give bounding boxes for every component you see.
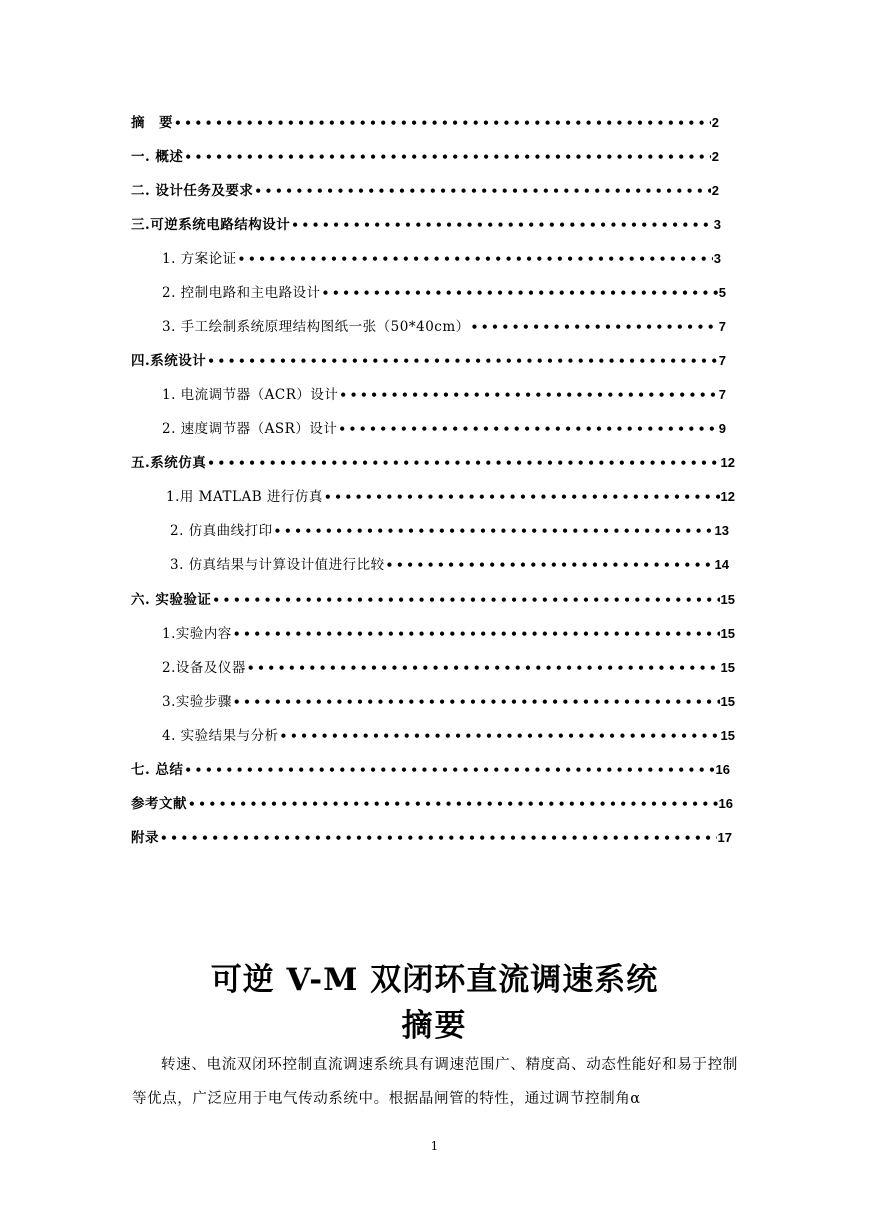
toc-page-number: 7 bbox=[718, 387, 726, 402]
toc-entry-label: 3.实验步骤 bbox=[162, 694, 232, 710]
toc-leader-dots bbox=[212, 590, 719, 610]
toc-entry-experiment[interactable] bbox=[131, 590, 735, 610]
toc-leader-dots bbox=[322, 283, 718, 303]
toc-entry-label: 六. 实验验证 bbox=[131, 592, 212, 608]
toc-entry-control-circuit[interactable] bbox=[162, 283, 726, 303]
toc-entry-label: 三.可逆系统电路结构设计 bbox=[131, 217, 291, 233]
toc-page-number: 9 bbox=[718, 421, 726, 436]
toc-page-number: 16 bbox=[718, 796, 733, 811]
toc-leader-dots bbox=[188, 794, 718, 814]
toc-entry-steps[interactable] bbox=[162, 692, 735, 712]
toc-leader-dots bbox=[338, 419, 717, 439]
toc-page-number: 2 bbox=[711, 183, 719, 198]
toc-entry-scheme[interactable] bbox=[162, 249, 721, 269]
toc-entry-system-design[interactable] bbox=[131, 351, 726, 371]
toc-entry-label: 3. 仿真结果与计算设计值进行比较 bbox=[170, 557, 385, 573]
toc-page-number: 5 bbox=[718, 285, 726, 300]
toc-entry-label: 七. 总结 bbox=[131, 762, 184, 778]
toc-leader-dots bbox=[274, 521, 714, 541]
toc-entry-label: 3. 手工绘制系统原理结构图纸一张（50*40cm） bbox=[162, 319, 470, 335]
toc-leader-dots bbox=[386, 555, 714, 575]
toc-entry-matlab[interactable] bbox=[166, 487, 735, 507]
toc-leader-dots bbox=[254, 181, 710, 201]
toc-entry-label: 二. 设计任务及要求 bbox=[131, 183, 254, 199]
toc-page-number: 17 bbox=[717, 830, 732, 845]
toc-leader-dots bbox=[339, 385, 717, 405]
abstract-heading: 摘要 bbox=[401, 1008, 468, 1044]
toc-leader-dots bbox=[233, 624, 720, 644]
toc-entry-references[interactable] bbox=[131, 794, 733, 814]
toc-leader-dots bbox=[184, 147, 710, 167]
toc-page-number: 14 bbox=[714, 557, 729, 572]
toc-entry-results[interactable] bbox=[162, 726, 735, 746]
abstract-paragraph: 转速、电流双闭环控制直流调速系统具有调速范围广、精度高、动态性能好和易于控制等优点，广泛应用于电气传动系统中。根据晶闸管的特性，通过调节控制角α bbox=[132, 1057, 738, 1107]
toc-page-number: 15 bbox=[720, 694, 735, 709]
toc-entry-label: 1.实验内容 bbox=[162, 626, 232, 642]
toc-page-number: 13 bbox=[714, 523, 729, 538]
toc-page-number: 12 bbox=[720, 489, 735, 504]
toc-entry-label: 1.用 MATLAB 进行仿真 bbox=[166, 489, 323, 505]
toc-page-number: 15 bbox=[720, 592, 735, 607]
toc-page-number: 3 bbox=[713, 251, 721, 266]
toc-entry-label: 2.设备及仪器 bbox=[162, 660, 246, 676]
toc-entry-label: 2. 控制电路和主电路设计 bbox=[162, 285, 321, 301]
toc-entry-label: 4. 实验结果与分析 bbox=[162, 728, 279, 744]
toc-entry-asr[interactable] bbox=[162, 419, 726, 439]
toc-page-number: 15 bbox=[720, 728, 735, 743]
document-title: 可逆 V-M 双闭环直流调速系统 bbox=[210, 962, 659, 998]
toc-page-number: 2 bbox=[711, 149, 719, 164]
toc-leader-dots bbox=[207, 351, 718, 371]
toc-entry-acr[interactable] bbox=[162, 385, 726, 405]
toc-leader-dots bbox=[184, 760, 714, 780]
toc-leader-dots bbox=[291, 215, 713, 235]
toc-entry-label: 一. 概述 bbox=[131, 149, 184, 165]
toc-leader-dots bbox=[247, 658, 720, 678]
toc-leader-dots bbox=[324, 487, 720, 507]
toc-entry-label: 附录 bbox=[131, 830, 159, 846]
toc-leader-dots bbox=[233, 692, 720, 712]
toc-entry-label: 1. 电流调节器（ACR）设计 bbox=[162, 387, 339, 403]
toc-entry-circuit-design[interactable] bbox=[131, 215, 721, 235]
toc-leader-dots bbox=[174, 113, 711, 133]
toc-page-number: 2 bbox=[711, 115, 719, 130]
toc-page-number: 7 bbox=[718, 319, 726, 334]
toc-entry-label: 参考文献 bbox=[131, 796, 187, 812]
toc-entry-label: 摘 要 bbox=[131, 115, 173, 131]
toc-entry-summary[interactable] bbox=[131, 760, 730, 780]
toc-entry-label: 2. 仿真曲线打印 bbox=[170, 523, 273, 539]
toc-entry-label: 1. 方案论证 bbox=[162, 251, 237, 267]
toc-page-number: 12 bbox=[720, 455, 735, 470]
toc-entry-design-task[interactable] bbox=[131, 181, 719, 201]
toc-leader-dots bbox=[160, 828, 717, 848]
toc-entry-appendix[interactable] bbox=[131, 828, 732, 848]
toc-entry-simulation[interactable] bbox=[131, 453, 735, 473]
toc-entry-label: 2. 速度调节器（ASR）设计 bbox=[162, 421, 338, 437]
toc-page-number: 3 bbox=[713, 217, 721, 232]
toc-page-number: 15 bbox=[720, 626, 735, 641]
toc-leader-dots bbox=[280, 726, 720, 746]
toc-entry-drawing[interactable] bbox=[162, 317, 726, 337]
toc-entry-exp-content[interactable] bbox=[162, 624, 735, 644]
toc-page-number: 16 bbox=[715, 762, 730, 777]
toc-leader-dots bbox=[471, 317, 718, 337]
toc-entry-label: 五.系统仿真 bbox=[131, 455, 207, 471]
toc-entry-comparison[interactable] bbox=[170, 555, 729, 575]
toc-leader-dots bbox=[238, 249, 713, 269]
toc-entry-curve-print[interactable] bbox=[170, 521, 729, 541]
toc-page-number: 15 bbox=[720, 660, 735, 675]
toc-leader-dots bbox=[207, 453, 719, 473]
toc-entry-overview[interactable] bbox=[131, 147, 719, 167]
page-number: 1 bbox=[430, 1139, 439, 1153]
toc-page-number: 7 bbox=[718, 353, 726, 368]
toc-entry-abstract[interactable] bbox=[131, 113, 719, 133]
toc-entry-label: 四.系统设计 bbox=[131, 353, 207, 369]
toc-entry-equipment[interactable] bbox=[162, 658, 735, 678]
